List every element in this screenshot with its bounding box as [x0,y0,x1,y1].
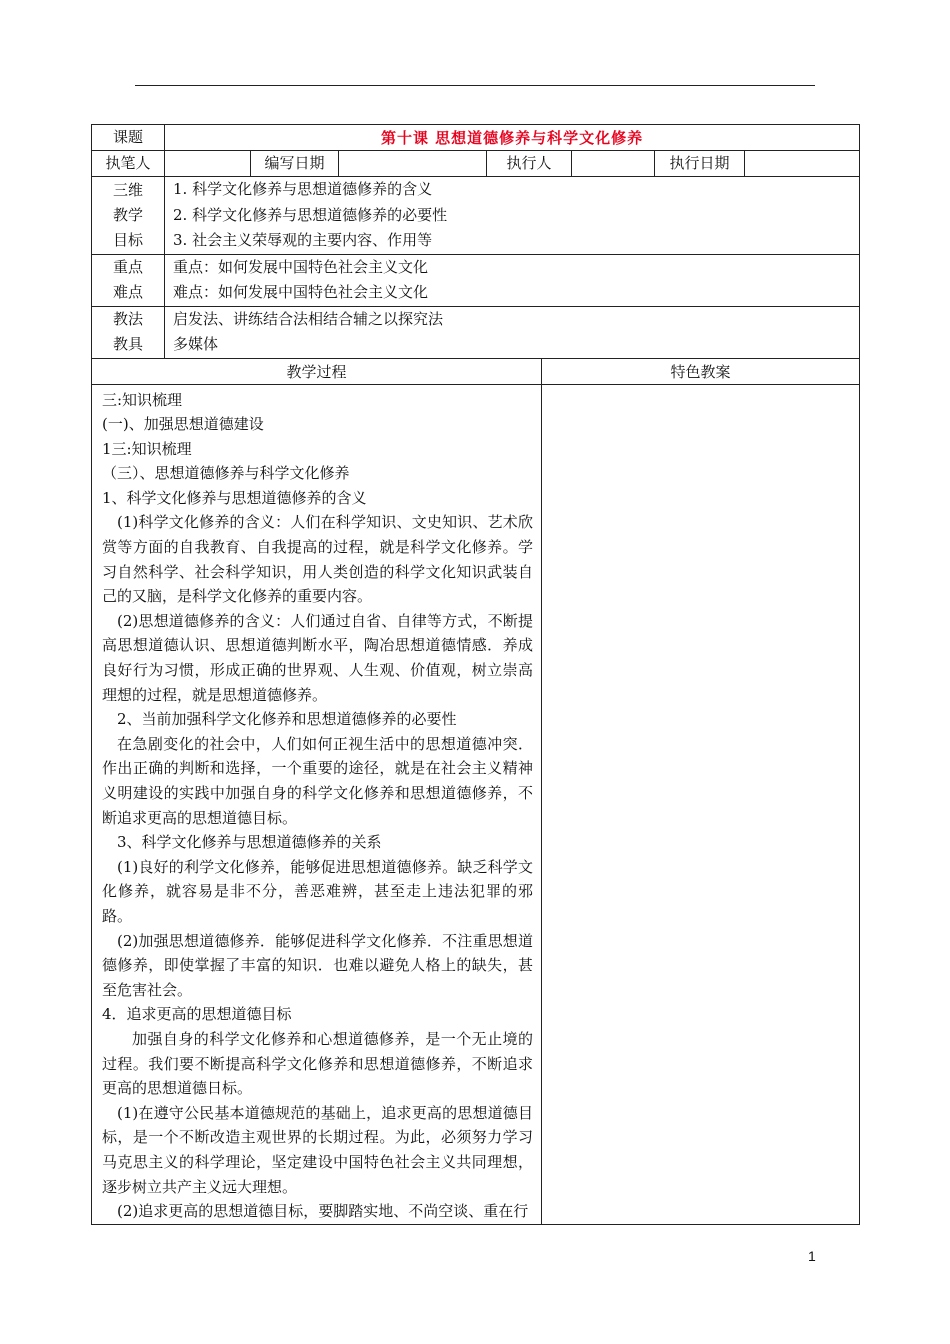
row-content [92,384,860,1224]
list-item: 3. 社会主义荣辱观的主要内容、作用等 [173,231,433,249]
lesson-title: 第十课 思想道德修养与科学文化修养 [165,125,860,151]
list-item: 2. 科学文化修养与思想道德修养的必要性 [173,205,448,224]
featured-header: 特色教案 [542,358,860,384]
section-heading: 三:知识梳理 [102,390,183,409]
featured-content [542,384,860,1224]
paragraph: (1)良好的利学文化修养，能够促进思想道德修养。缺乏科学文化修养，就容易是非不分，善恶难辨，甚至走上违法犯罪的邪路。 [102,857,533,925]
goals-list [165,177,860,255]
list-item: 重点：如何发展中国特色社会主义文化 [173,257,429,276]
section-heading: 1三:知识梳理 [102,439,192,458]
section-heading: 4．追求更高的思想道德目标 [102,1005,292,1024]
write-date-value [339,151,487,177]
goals-label: 三维 教学 目标 [92,177,165,255]
list-item: 多媒体 [173,335,219,353]
section-heading: (一)、加强思想道德建设 [102,415,264,434]
exec-date-label: 执行日期 [655,151,745,177]
row-methods [92,306,860,358]
list-item: 启发法、讲练结合法相结合辅之以探究法 [173,309,444,328]
methods-label: 教法 教具 [92,306,165,358]
executor-value [572,151,655,177]
author-value [165,151,251,177]
paragraph: 在急剧变化的社会中，人们如何正视生活中的思想道德冲突．作出正确的判断和选择，一个重要的途径，就是在社会主义精神义明建设的实践中加强自身的科学文化修养和思想道德修养，不断追求更高的思想道德目标。 [102,734,533,827]
paragraph: (2)加强思想道德修养．能够促进科学文化修养．不注重思想道德修养，即使掌握了丰富的知识．也难以避免人格上的缺失，甚至危害社会。 [102,931,533,999]
row-goals [92,177,860,255]
paragraph: (1)在遵守公民基本道德规范的基础上，追求更高的思想道德目标，是一个不断改造主观世界的长期过程。为此，必须努力学习马克思主义的科学理论，坚定建设中国特色社会主义共同理想，逐步树立共产主义远大理想。 [102,1103,533,1196]
key-points-list [165,254,860,306]
section-heading: 1、科学文化修养与思想道德修养的含义 [102,488,367,507]
row-key-points [92,254,860,306]
paragraph: (2)追求更高的思想道德目标，要脚踏实地、不尚空谈、重在行 [117,1202,529,1221]
lesson-plan-table [91,124,860,1225]
course-label: 课题 [92,125,165,151]
section-heading: （三）、思想道德修养与科学文化修养 [102,464,350,483]
process-content [92,384,542,1224]
paragraph: (2)思想道德修养的含义：人们通过自省、自律等方式，不断提高思想道德认识、思想道德判断水平，陶冶思想道德情感．养成良好行为习惯，形成正确的世界观、人生观、价值观，树立崇高理想的过程，就是思想道德修养。 [102,611,533,704]
list-item: 难点：如何发展中国特色社会主义文化 [173,283,429,301]
key-points-label: 重点 难点 [92,254,165,306]
paragraph: 加强自身的科学文化修养和心想道德修养，是一个无止境的过程。我们要不断提高科学文化修养和思想道德修养，不断追求更高的思想道德日标。 [102,1029,533,1098]
header-rule [135,85,815,86]
author-label: 执笔人 [92,151,165,177]
section-heading: 3、科学文化修养与思想道德修养的关系 [117,833,382,852]
page-number: 1 [808,1248,816,1264]
executor-label: 执行人 [487,151,572,177]
list-item: 1. 科学文化修养与思想道德修养的含义 [173,180,433,198]
row-column-headers [92,358,860,384]
exec-date-value [745,151,860,177]
paragraph: (1)科学文化修养的含义：人们在科学知识、文史知识、艺术欣赏等方面的自我教育、自我提高的过程，就是科学文化修养。学习自然科学、社会科学知识，用人类创造的科学文化知识武装自己的又脑，是科学文化修养的重要内容。 [102,513,533,606]
process-header: 教学过程 [92,358,542,384]
row-title [92,125,860,151]
section-heading: 2、当前加强科学文化修养和思想道德修养的必要性 [117,710,457,729]
methods-list [165,306,860,358]
write-date-label: 编写日期 [251,151,339,177]
row-meta [92,151,860,177]
